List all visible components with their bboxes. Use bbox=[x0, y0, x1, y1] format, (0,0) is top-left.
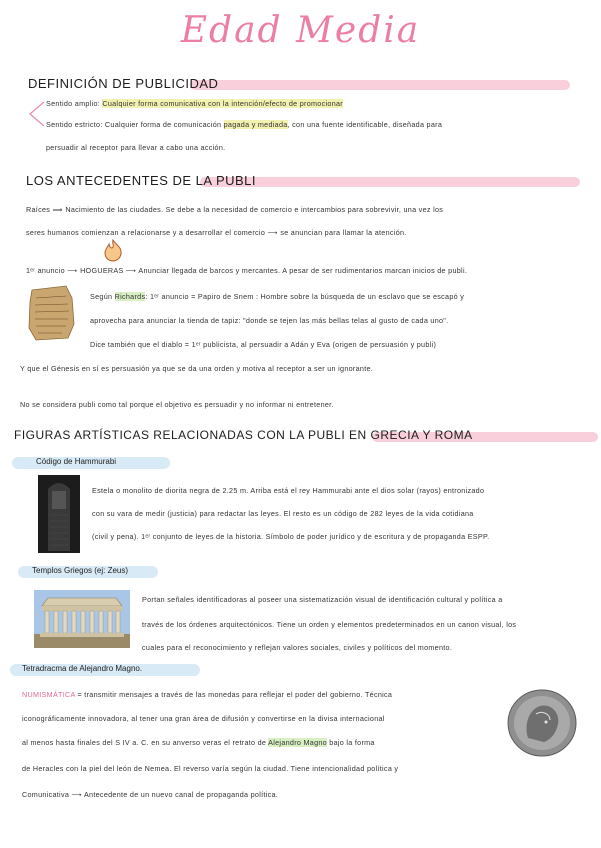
text-line: Raíces ⟹ Nacimiento de las ciudades. Se debe a la necesidad de comercio e intercambios para sobrevivir, una vez los bbox=[26, 205, 444, 214]
text-line: 1ᵉʳ anuncio ⟶ HOGUERAS ⟶ Anunciar llegada de barcos y mercantes. A pesar de ser rudimentarios marcan inicios de publi. bbox=[26, 266, 468, 275]
text-strict-a: Sentido estricto: Cualquier forma de comunicación bbox=[46, 120, 224, 129]
heading-highlight bbox=[190, 80, 570, 90]
definition-strict bbox=[46, 120, 442, 129]
temple-image bbox=[34, 590, 130, 648]
text-c: : 1ᵉʳ anuncio = Papiro de Snem : Hombre sobre la búsqueda de un esclavo que se escapó y bbox=[145, 292, 465, 301]
text-b: = transmitir mensajes a través de las monedas para reflejar el poder del gobierno. Técnica bbox=[75, 690, 393, 699]
text-line: No se considera publi como tal porque el objetivo es persuadir y no informar ni entretener. bbox=[20, 400, 334, 409]
text-richards: Richards bbox=[114, 292, 146, 301]
text-line: Estela o monolito de diorita negra de 2.25 m. Arriba está el rey Hammurabi ante el dios solar (rayos) entronizado bbox=[92, 486, 485, 495]
text-line bbox=[90, 292, 464, 301]
text-line: Portan señales identificadoras al poseer una sistematización visual de identificación cultural y política a bbox=[142, 595, 503, 604]
bracket-arrow-icon bbox=[26, 100, 46, 128]
text-c: bajo la forma bbox=[326, 738, 375, 747]
text-line bbox=[22, 690, 392, 699]
text-alejandro: Alejandro Magno bbox=[268, 738, 327, 747]
text-a: al menos hasta finales del S IV a. C. en su anverso veras el retrato de bbox=[22, 738, 269, 747]
text-a: Según bbox=[90, 292, 115, 301]
definition-strict-cont: persuadir al receptor para llevar a cabo una acción. bbox=[46, 143, 226, 152]
text-line: con su vara de medir (justicia) para redactar las leyes. El resto es un código de 282 leyes de la vida cotidiana bbox=[92, 509, 474, 518]
section-heading-publicidad: DEFINICIÓN DE PUBLICIDAD bbox=[28, 76, 219, 91]
text-line: de Heracles con la piel del león de Nemea. El reverso varía según la ciudad. Tiene intencionalidad política y bbox=[22, 764, 399, 773]
label-broad: Sentido amplio: bbox=[46, 99, 103, 108]
text-strict-b: pagada y mediada bbox=[223, 120, 288, 129]
text-line: seres humanos comienzan a relacionarse y a desarrollar el comercio ⟶ se anuncian para llamar la atención. bbox=[26, 228, 407, 237]
text-line: Y que el Génesis en sí es persuasión ya que se da una orden y motiva al receptor a ser un ignorante. bbox=[20, 364, 374, 373]
text-line: cuales para el reconocimiento y reflejan valores sociales, civiles y políticos del momento. bbox=[142, 643, 453, 652]
text-line: aprovecha para anunciar la tienda de tapiz: "donde se tejen las más bellas telas al gusto de cada uno". bbox=[90, 316, 449, 325]
text-numismatica: NUMISMÁTICA bbox=[22, 690, 76, 699]
text-line: (civil y pena). 1ᵉʳ conjunto de leyes de la historia. Símbolo de poder jurídico y de escritura y de propaganda ESPP. bbox=[92, 532, 490, 541]
fire-icon bbox=[102, 238, 124, 262]
papyrus-image bbox=[26, 284, 76, 342]
subheading-hammurabi: Código de Hammurabi bbox=[36, 457, 117, 466]
text-line: iconográficamente innovadora, al tener una gran área de difusión y convertirse en la divisa internacional bbox=[22, 714, 385, 723]
section-heading-antecedentes: LOS ANTECEDENTES DE LA PUBLI bbox=[26, 173, 257, 188]
text-strict-c: , con una fuente identificable, diseñada para bbox=[287, 120, 443, 129]
coin-image bbox=[506, 688, 578, 758]
section-heading-figuras: FIGURAS ARTÍSTICAS RELACIONADAS CON LA PUBLI EN GRECIA Y ROMA bbox=[14, 428, 473, 442]
subheading-tetradracma: Tetradracma de Alejandro Magno. bbox=[22, 664, 143, 673]
text-line bbox=[22, 738, 375, 747]
definition-broad bbox=[46, 99, 343, 108]
text-line: través de los órdenes arquitectónicos. Tiene un orden y elementos predeterminados en un canon visual, los bbox=[142, 620, 517, 629]
text-broad: Cualquier forma comunicativa con la intención/efecto de promocionar bbox=[102, 99, 343, 108]
stele-image bbox=[38, 475, 80, 553]
text-line: Comunicativa ⟶ Antecedente de un nuevo canal de propaganda política. bbox=[22, 790, 279, 799]
page-title: Edad Media bbox=[180, 10, 421, 51]
heading-highlight bbox=[200, 177, 580, 187]
subheading-templos: Templos Griegos (ej: Zeus) bbox=[32, 566, 129, 575]
text-line: Dice también que el diablo = 1ᵉʳ publicista, al persuadir a Adán y Eva (origen de persuasión y publi) bbox=[90, 340, 437, 349]
